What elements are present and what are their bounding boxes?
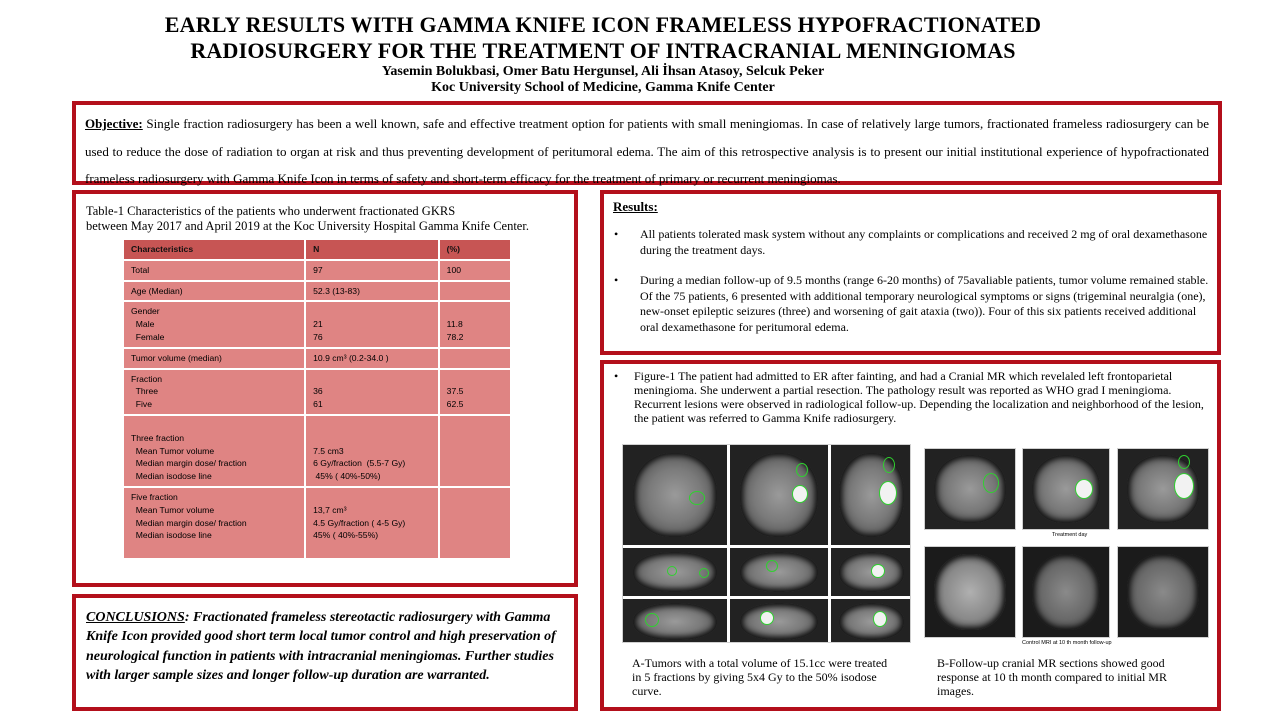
mri-slice [831,548,911,596]
table-cell-line: 52.3 (13-83) [313,285,360,296]
tumor-lesion [879,481,897,505]
table-cell-line: Mean Tumor volume [131,445,215,456]
table-cell-line: Median margin dose/ fraction [131,458,247,469]
table-caption [86,204,529,234]
table-cell-line: 45% ( 40%-55%) [313,530,379,541]
table-cell-line: Fraction [131,373,163,384]
table-cell-line [313,373,433,386]
table-cell [439,348,511,369]
result-text-1: All patients tolerated mask system without any complaints or complications and received 2 mg of oral dexamethasone during the treatment days. [640,227,1208,257]
table-cell-line: Age (Median) [131,285,183,296]
tumor-lesion [792,485,808,503]
table-cell-line: Three fraction [131,432,185,443]
conclusions-text: : Fractionated frameless stereotactic radiosurgery with Gamma Knife Icon provided good short term local tumor control and high preservation of neurological function in patients with intracranial meningiomas. Further studies with larger sample sizes and longer follow-up duration are warranted. [86,610,556,683]
table-cell-line: Female [131,331,165,342]
conclusions-section [72,594,578,711]
table-cell [123,348,305,369]
table-cell-line: Median margin dose/ fraction [131,517,247,528]
mri-slice [1117,546,1209,638]
brain-image [1127,554,1199,630]
table-cell-line [447,285,505,298]
tumor-contour [667,566,677,576]
table-cell [305,301,439,347]
table-cell-line: Mean Tumor volume [131,504,215,515]
table-cell-line: Gender [131,306,160,317]
table-row [123,369,511,415]
table-cell [439,487,511,559]
table-cell [123,415,305,487]
characteristics-table [122,238,512,560]
characteristics-section [72,190,578,587]
figure-panel-a [622,444,911,643]
tumor-lesion [1075,479,1093,499]
table-cell-line: 61 [313,399,323,410]
table-cell-line: Median isodose line [131,530,212,541]
mri-slice [924,546,1016,638]
table-row [123,415,511,487]
tumor-lesion [871,564,885,578]
table-cell [439,301,511,347]
tumor-lesion [873,611,887,627]
table-cell-line: 100 [446,264,462,275]
tumor-contour [883,457,895,473]
tumor-contour [645,613,659,627]
table-cell-line [313,419,433,432]
poster-title [0,12,1206,64]
table-cell-line: 6 Gy/fraction (5.5-7 Gy) [313,458,406,469]
conclusions-label: CONCLUSIONS [86,610,185,625]
tumor-contour [983,473,999,493]
tumor-lesion [760,611,774,625]
mri-slice [1022,448,1110,530]
brain-image [740,552,818,592]
table-cell [305,281,439,302]
mri-slice [730,599,828,643]
list-item [614,273,1209,335]
mri-slice [730,548,828,596]
table-cell [305,369,439,415]
figure-section [600,360,1221,711]
table-cell-line: Five [131,399,153,410]
title-line-1: EARLY RESULTS WITH GAMMA KNIFE ICON FRAMELESS HYPOFRACTIONATED [164,12,1042,37]
objective-section [72,101,1222,185]
table-cell [305,415,439,487]
table-body [123,260,511,559]
authors: Yasemin Bolukbasi, Omer Batu Hergunsel, Ali İhsan Atasoy, Selcuk Peker [381,64,825,79]
objective-text: Single fraction radiosurgery has been a well known, safe and effective treatment option for patients with small meningiomas. In case of relatively large tumors, fractionated frameless radiosurgery can be used to reduce the dose of radiation to organ at risk and thus preventing development of peritumoral edema. The aim of this retrospective analysis is to present our initial institutional experience of hypofractionated frameless radiosurgery with Gamma Knife Icon in terms of safety and short-term efficacy for the treatment of primary or recurrent meningiomas. [85,116,1209,186]
mri-slice [623,548,727,596]
tumor-contour [796,463,808,477]
table-cell-line [313,432,433,445]
tumor-contour [766,560,778,572]
table-cell [123,301,305,347]
table-cell [123,487,305,559]
header-characteristics: Characteristics [123,239,305,260]
tumor-contour [1178,455,1190,469]
table-cell-line [447,491,505,504]
table-cell [439,281,511,302]
table-cell [305,487,439,559]
figure-panel-b [924,444,1209,649]
table-cell-line: 11.8 [446,319,463,330]
table-caption-line-1: Table-1 Characteristics of the patients who underwent fractionated GKRS [86,204,456,218]
tumor-contour [699,568,709,578]
result-text-2: During a median follow-up of 9.5 months (range 6-20 months) of 75avaliable patients, tumor volume remained stable. Of the 75 patients, 6 presented with additional temporary neurological symptoms or signs (trigeminal neuralgia (one), new-onset epileptic seizures (three) and worsening of gait ataxia (two)). Four of this six patients received additional oral dexamethasone for peritumoral edema. [640,273,1209,334]
header-n: N [305,239,439,260]
objective-label: Objective: [85,116,143,131]
table-cell-line: Total [131,264,150,275]
brain-image [934,554,1006,630]
results-list [614,227,1209,350]
mri-slice [1117,448,1209,530]
table-cell [123,369,305,415]
table-cell [123,260,305,281]
mri-slice [730,445,828,545]
table-cell-line: 10.9 cm³ (0.2-34.0 ) [313,352,389,363]
table-cell-line [447,419,505,432]
results-section [600,190,1221,355]
table-cell-line [131,542,299,555]
table-cell-line: 36 [313,386,323,397]
table-cell-line [447,373,505,386]
table-cell-line: 97 [313,264,323,275]
mri-slice [831,445,911,545]
table-cell-line [313,491,433,504]
table-cell [305,348,439,369]
results-title: Results: [613,199,658,214]
table-cell [439,415,511,487]
control-mri-label: Control MRI at 10 th month follow-up [1022,640,1112,646]
brain-image [740,603,818,641]
brain-image [1032,554,1101,630]
mri-slice [1022,546,1110,638]
table-cell-line [313,542,433,555]
table-caption-line-2: between May 2017 and April 2019 at the Koc University Hospital Gamma Knife Center. [86,219,529,233]
table-cell [305,260,439,281]
title-line-2: RADIOSURGERY FOR THE TREATMENT OF INTRACRANIAL MENINGIOMAS [190,38,1016,63]
mri-slice [623,445,727,545]
table-cell-line: Median isodose line [131,471,212,482]
table-row [123,348,511,369]
header-percent: (%) [439,239,511,260]
table-cell-line: 21 [313,319,323,330]
table-cell-line [313,305,433,318]
author-block [0,64,1206,96]
table-cell-line: 4.5 Gy/fraction ( 4-5 Gy) [313,517,406,528]
table-cell-line: Male [131,319,155,330]
figure-caption-b: B-Follow-up cranial MR sections showed good response at 10 th month compared to initial MR images. [937,656,1167,698]
table-cell-line: 13,7 cm³ [313,504,347,515]
brain-image [839,603,904,641]
table-cell-line: Tumor volume (median) [131,352,222,363]
list-item [614,227,1209,258]
table-cell-line: 62.5 [446,399,464,410]
table-row [123,487,511,559]
bullet-icon: • [614,227,619,241]
table-row [123,260,511,281]
tumor-lesion [1174,473,1194,499]
table-header-row [123,239,511,260]
table-cell-line: Five fraction [131,491,178,502]
treatment-day-label: Treatment day [1052,532,1088,538]
figure-description [614,369,1212,425]
table-row [123,281,511,302]
table-cell-line: Three [131,386,159,397]
bullet-icon: • [614,369,619,383]
figure-caption-a: A-Tumors with a total volume of 15.1cc were treated in 5 fractions by giving 5x4 Gy to the 50% isodose curve. [632,656,888,698]
tumor-contour [689,491,705,505]
table-cell-line: 37.5 [446,386,464,397]
figure-description-text: Figure-1 The patient had admitted to ER after fainting, and had a Cranial MR which revelaled left frontoparietal meningioma. She underwent a partial resection. The pathology result was reported as WHO grad I meningioma. Recurrent lesions were observed in radiological follow-up. Depending the localization and neighborhood of the lesion, the patient was referred to Gamma Knife radiosurgery. [634,369,1204,425]
institution: Koc University School of Medicine, Gamma Knife Center [431,80,775,95]
table-cell-line: 76 [313,331,323,342]
table-cell-line: 78.2 [446,331,464,342]
table-cell-line: 7.5 cm3 [313,445,344,456]
table-cell-line [131,419,299,432]
table-row [123,301,511,347]
table-cell-line [447,305,505,318]
table-cell [439,369,511,415]
mri-slice [831,599,911,643]
table-cell-line: 45% ( 40%-50%) [313,471,381,482]
table-cell [123,281,305,302]
mri-slice [623,599,727,643]
table-cell [439,260,511,281]
mri-slice [924,448,1016,530]
bullet-icon: • [614,273,619,287]
table-cell-line [447,352,505,365]
